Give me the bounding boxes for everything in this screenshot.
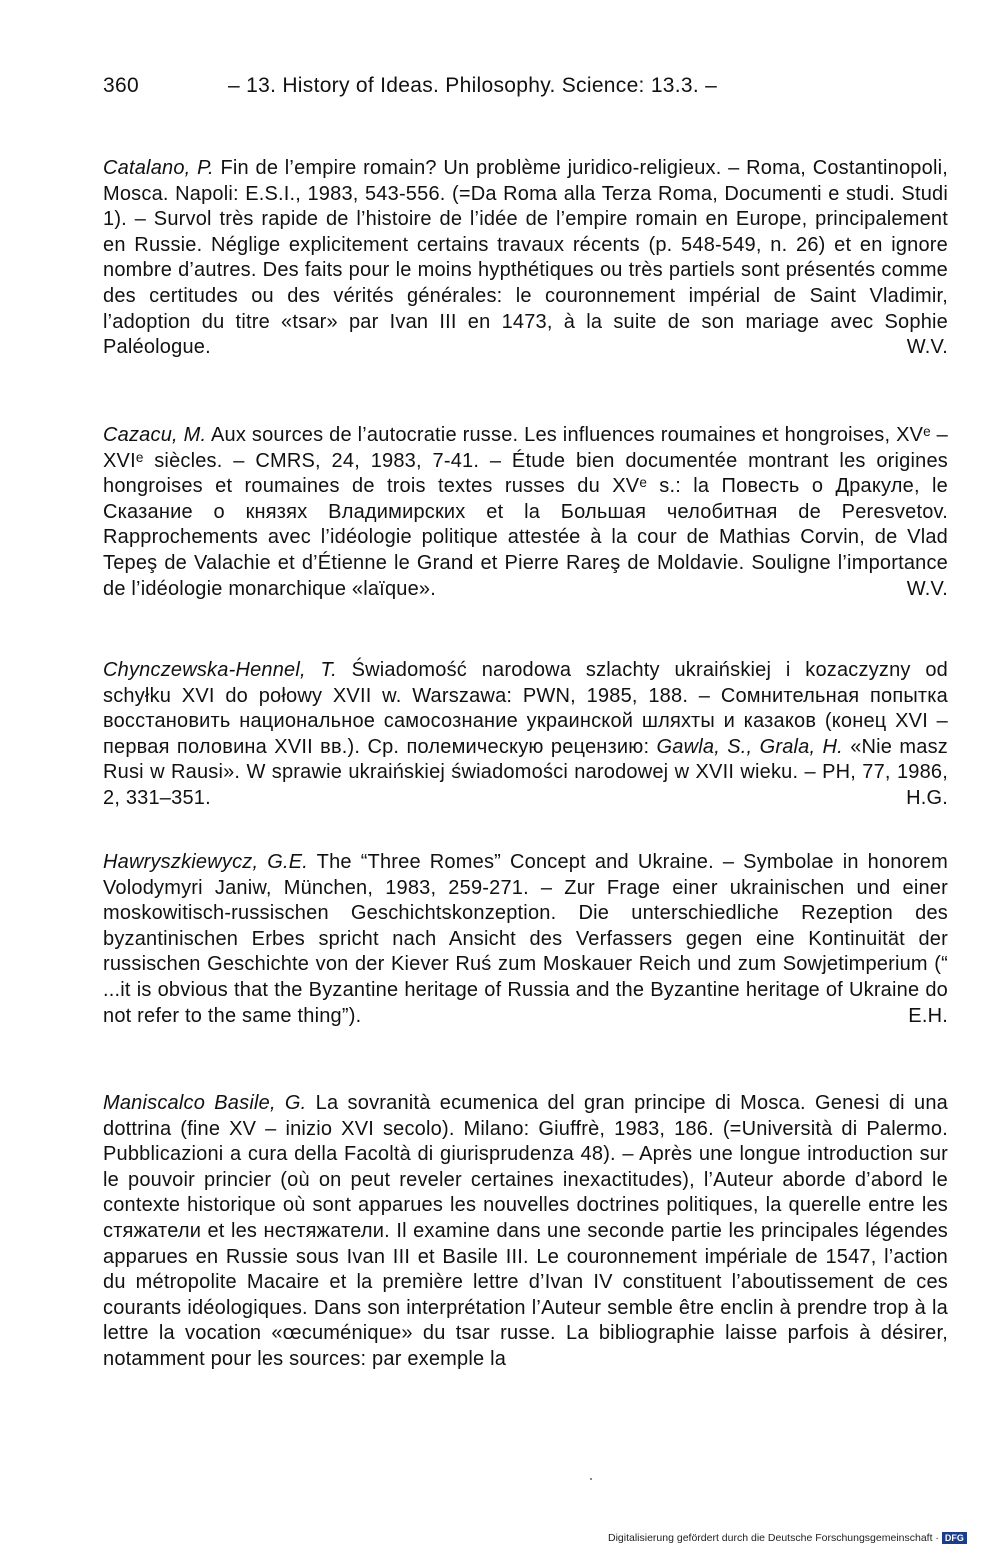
- entry-author: Catalano, P.: [103, 157, 214, 179]
- entry-author: Maniscalco Basile, G.: [103, 1092, 307, 1114]
- bibliography-entry-cazacu: [103, 423, 948, 602]
- entry-body: The “Three Romes” Concept and Ukraine. – Symbolae in honorem Volodymyri Janiw, München, 1983, 259-271. – Zur Frage einer ukrainischen und einer moskowitisch-russischen Geschichtskonzeption. Die unterschiedliche Rezeption des byzantinischen Erbes spricht nach Ansicht des Verfassers gegen eine Kontinuität der russischen Geschichte von der Kiever Ruś zum Moskauer Reich und zum Sowjetimperium (“ ...it is obvious that the Byzantine heritage of Russia and the Byzantine heritage of Ukraine do not refer to the same thing”).: [103, 851, 948, 1027]
- bibliography-entry-catalano: [103, 156, 948, 361]
- reviewer-initials: H.G.: [906, 786, 948, 809]
- footer-text: Digitalisierung gefördert durch die Deutsche Forschungsgemeinschaft ·: [608, 1532, 939, 1544]
- entry-body: Świadomość narodowa szlachty ukraińskiej i kozaczyzny od schyłku XVI do połowy XVII w. Warszawa: PWN, 1985, 188. – Сомнительная попытка восстановить национальное самосознание украинской шляхты и казаков (конец XVI – первая половина XVII вв.). Ср. полемическую рецензию:: [103, 659, 948, 758]
- entry-body: Fin de l’empire romain? Un problème juridico-religieux. – Roma, Costantinopoli, Mosca. Napoli: E.S.I., 1983, 543-556. (=Da Roma alla Terza Roma, Documenti e studi. Studi 1). – Survol très rapide de l’histoire de l’idée de l’empire romain en Europe, principalement en Russie. Néglige explicitement certains travaux récents (p. 548-549, n. 26) et en ignore nombre d’autres. Des faits pour le moins hypthétiques ou très partiels sont présentés comme des certitudes ou des vérités générales: le couronnement impérial de Saint Vladimir, l’adoption du titre «tsar» par Ivan III en 1473, à la suite de son mariage avec Sophie Paléologue.: [103, 157, 948, 359]
- entry-body: Aux sources de l’autocratie russe. Les influences roumaines et hongroises, XVᵉ – XVIᵉ siècles. – CMRS, 24, 1983, 7-41. – Étude bien documentée montrant les origines hongroises et roumaines de trois textes russes du XVᵉ s.: la Повесть о Дракуле, le Сказание о князях Владимирских et la Большая челобитная de Peresvetov. Rapprochements avec l’idéologie politique attestée à la cour de Mathias Corvin, de Vlad Tepeş de Valachie et d’Étienne le Grand et Pierre Rareş de Moldavie. Souligne l’importance de l’idéologie monarchique «laïque».: [103, 424, 948, 600]
- entry-body-continued: «Nie masz Rusi w Rausi». W sprawie ukraińskiej świadomości narodowej w XVII wieku. – PH, 77, 1986, 2, 331–351.: [103, 735, 948, 809]
- bibliography-entry-maniscalco: [103, 1091, 948, 1373]
- dfg-logo-icon: DFG: [942, 1532, 967, 1544]
- bibliography-entry-chynczewska: [103, 658, 948, 812]
- entry-author: Cazacu, M.: [103, 424, 207, 446]
- page-number: 360: [103, 74, 139, 97]
- cited-author: Gawla, S., Grala, H.: [656, 735, 843, 758]
- entry-author: Chynczewska-Hennel, T.: [103, 659, 337, 681]
- running-title: – 13. History of Ideas. Philosophy. Science: 13.3. –: [228, 74, 718, 97]
- digitization-footer: [608, 1532, 967, 1544]
- entry-body: La sovranità ecumenica del gran principe di Mosca. Genesi di una dottrina (fine XV – inizio XVI secolo). Milano: Giuffrè, 1983, 186. (=Università di Palermo. Pubblicazioni a cura della Facoltà di giurisprudenza 48). – Après une longue introduction sur le pouvoir princier (où on peut reveler certaines inexactitudes), l’Auteur aborde d’abord le contexte historique où sont apparues les nouvelles doctrines politiques, la querelle entre les стяжатели et les нестяжатели. Il examine dans une seconde partie les principales légendes apparues en Russie sous Ivan III et Basile III. Le couronnement impériale de 1547, l’action du métropolite Macaire et la première lettre d’Ivan IV constituent l’aboutissement de ces courants idéologiques. Dans son interprétation l’Auteur semble être enclin à prendre trop à la lettre la vocation «œcuménique» du tsar russe. La bibliographie laisse parfois à désirer, notamment pour les sources: par exemple la: [103, 1092, 948, 1370]
- entry-author: Hawryszkiewycz, G.E.: [103, 851, 309, 873]
- running-header: [103, 74, 863, 98]
- scan-speck: [590, 1478, 592, 1480]
- reviewer-initials: E.H.: [908, 1004, 948, 1027]
- reviewer-initials: W.V.: [906, 577, 948, 600]
- bibliography-entry-hawryszkiewycz: [103, 850, 948, 1029]
- reviewer-initials: W.V.: [906, 336, 948, 359]
